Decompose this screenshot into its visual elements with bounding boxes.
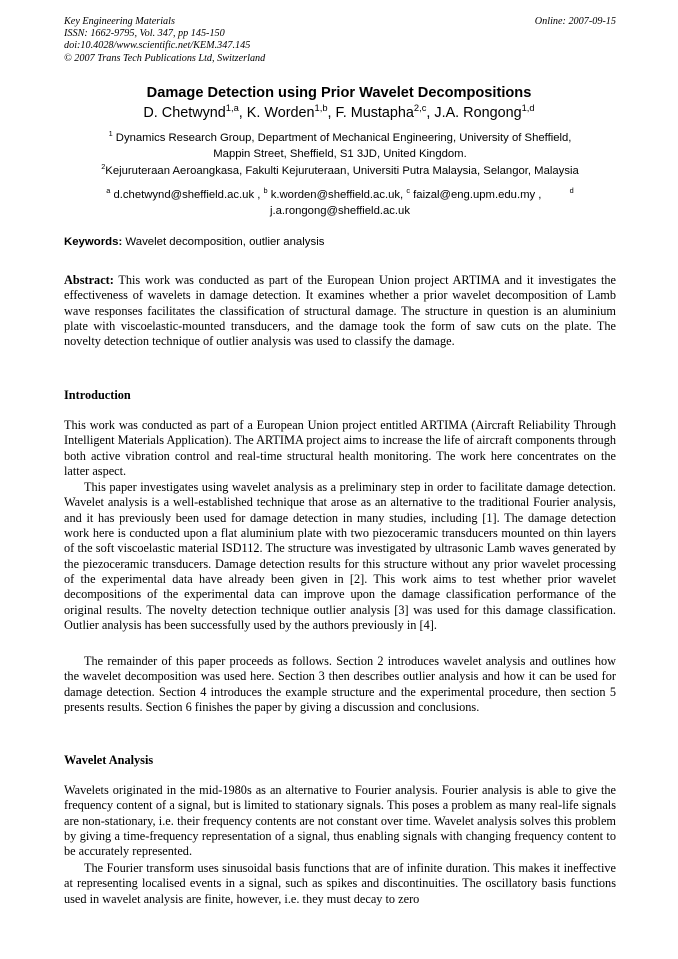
section-heading-introduction: Introduction <box>64 388 131 402</box>
email-mark: a <box>106 186 111 196</box>
issn-line: ISSN: 1662-9795, Vol. 347, pp 145-150 <box>64 28 225 40</box>
author-name: K. Worden <box>246 105 315 121</box>
keywords-line <box>64 236 616 248</box>
paragraph: This work was conducted as part of a European Union project entitled ARTIMA (Aircraft Reliability Through Intelligent Materials Application). The ARTIMA project aims to increase the life of aircraft components through both active vibration control and real-time structural health monitoring. The work here concentrates on the latter aspect. <box>64 418 616 479</box>
abstract-text: This work was conducted as part of the European Union project ARTIMA and it investigates the effectiveness of wavelets in damage detection. It examines whether a prior wavelet decomposition of Lamb wave responses facilitates the classification of structural damage. The structure in question is an aluminium plate with viscoelastic-mounted transducers, and the damage took the form of saw cuts on the plate. The novelty detection technique of outlier analysis was used to classify the damage. <box>64 273 616 349</box>
paragraph: The Fourier transform uses sinusoidal basis functions that are of infinite duration. This makes it ineffective at representing localised events in a signal, such as spikes and discontinuities. The oscillatory basis functions used in wavelet analysis are finite, however, i.e. they must decay to zero <box>64 861 616 906</box>
doi-line: doi:10.4028/www.scientific.net/KEM.347.145 <box>64 40 251 52</box>
abstract-label: Abstract: <box>64 273 114 287</box>
abstract <box>64 273 616 350</box>
affiliation-1 <box>64 131 616 162</box>
author-name: F. Mustapha <box>335 105 414 121</box>
email-address: faizal@eng.upm.edu.my , <box>413 189 542 201</box>
keywords-label: Keywords: <box>64 236 123 248</box>
author-name: J.A. Rongong <box>434 105 522 121</box>
email-address: d.chetwynd@sheffield.ac.uk , <box>113 189 261 201</box>
paragraph: Wavelets originated in the mid-1980s as an alternative to Fourier analysis. Fourier analysis is able to give the frequency content of a signal, but is limited to stationary signals. This poses a problem as many real-life signals are non-stationary, i.e. their frequency contents are not constant over time. Wavelet analysis solves this problem by giving a time-frequency representation of a signal, thus enabling signals with changing frequency content to be accurately represented. <box>64 783 616 859</box>
paragraph: The remainder of this paper proceeds as follows. Section 2 introduces wavelet analysis and outlines how the wavelet decomposition was used here. Section 3 then describes outlier analysis and how it can be used for damage detection. Section 4 introduces the example structure and the experimental procedure, then section 5 presents results. Section 6 finishes the paper by giving a discussion and conclusions. <box>64 654 616 715</box>
copyright-line: © 2007 Trans Tech Publications Ltd, Switzerland <box>64 52 266 64</box>
email-list <box>64 188 616 219</box>
author-name: D. Chetwynd <box>143 105 226 121</box>
journal-name: Key Engineering Materials <box>64 16 175 27</box>
affiliation-line: Mappin Street, Sheffield, S1 3JD, United Kingdom. <box>213 147 467 160</box>
journal-header <box>64 16 616 65</box>
email-address: k.worden@sheffield.ac.uk, <box>270 189 404 201</box>
email-mark: d <box>569 186 574 196</box>
paragraph: This paper investigates using wavelet analysis as a preliminary step in order to facilitate damage detection. Wavelet analysis is a well-established technique that arose as an alternative to the traditional Fourier analysis, and it has previously been used for damage detection in many studies, including [1]. The damage detection work here is conducted upon a flat aluminium plate with two piezoceramic transducers mounted on thin layers of the soft viscoelastic material ISD112. The structure was investigated by ultrasonic Lamb waves generated by the piezoceramic transducers. Damage detection results for this structure without any prior wavelet processing of the experimental data have already been given in [2]. This work aims to test whether prior wavelet decompositions of the experimental data can improve upon the damage classification performance of the original results. The novelty detection technique outlier analysis [3] was used for this damage classification. Outlier analysis has been successfully used by the authors previously in [4]. <box>64 480 616 633</box>
paper-title: Damage Detection using Prior Wavelet Decompositions <box>146 85 532 101</box>
affiliation-line: Dynamics Research Group, Department of Mechanical Engineering, University of Sheffield, <box>115 132 572 144</box>
email-address: j.a.rongong@sheffield.ac.uk <box>269 204 410 217</box>
email-mark: c <box>406 186 411 196</box>
online-date: Online: 2007-09-15 <box>534 16 616 27</box>
author-sup: 1,d <box>521 103 535 114</box>
affiliation-mark: 1 <box>108 129 113 139</box>
author-sup: 1,b <box>314 103 328 114</box>
affiliation-2 <box>64 164 616 180</box>
author-sup: 2,c <box>413 103 427 114</box>
affiliation-mark: 2 <box>101 162 106 172</box>
section-heading-wavelet-analysis: Wavelet Analysis <box>64 753 154 767</box>
keywords-text: Wavelet decomposition, outlier analysis <box>125 236 325 248</box>
email-mark: b <box>263 186 268 196</box>
author-list: D. Chetwynd$^{1,a}$, K. Worden$^{1,b}$, F. Mustapha$^{2,c}$, J.A. Rongong$^{1,d}$ <box>143 103 535 121</box>
author-sup: 1,a <box>225 103 239 114</box>
affiliation-line: Kejuruteraan Aeroangkasa, Fakulti Kejuruteraan, Universiti Putra Malaysia, Selangor, Malaysia <box>105 165 579 177</box>
